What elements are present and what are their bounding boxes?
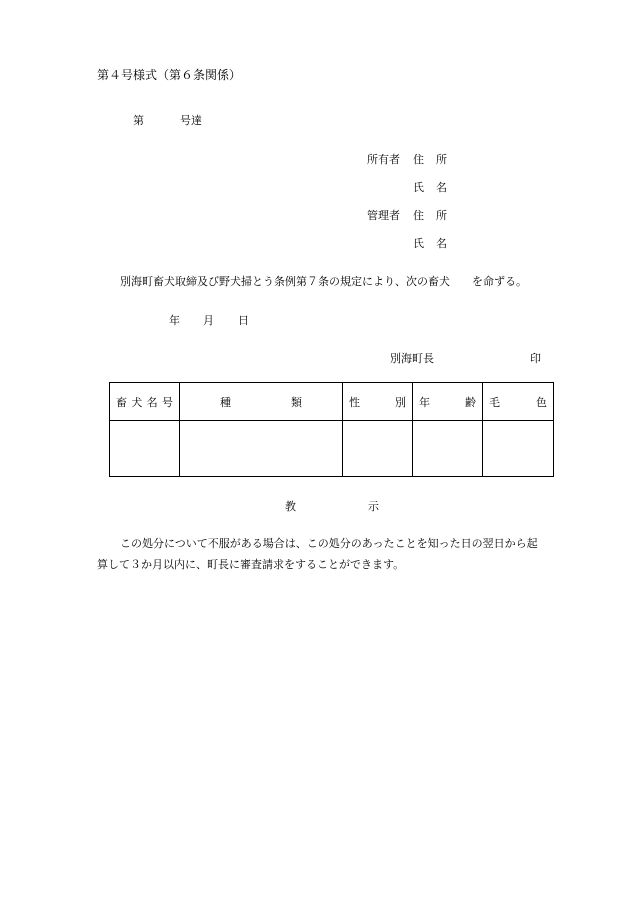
- owner-label: 所有者: [367, 153, 400, 166]
- header-char: 毛: [489, 395, 500, 409]
- header-char: 性: [349, 395, 360, 409]
- header-dog-name: [110, 383, 180, 421]
- notice-title-2: 示: [368, 500, 379, 513]
- issuer-title: 別海町長: [390, 352, 434, 365]
- header-age: [413, 383, 483, 421]
- form-title: 第４号様式（第６条関係）: [97, 68, 242, 82]
- owner-address-label-2: 所: [436, 153, 447, 166]
- manager-address-label-1: 住: [413, 209, 424, 222]
- header-char: 名: [146, 395, 158, 409]
- cell-sex: [343, 421, 413, 477]
- order-statement: 別海町畜犬取締及び野犬掃とう条例第７条の規定により、次の畜犬 を命ずる。: [120, 275, 527, 288]
- seal-mark: 印: [530, 352, 541, 365]
- header-char: 齢: [465, 395, 476, 409]
- cell-breed: [180, 421, 343, 477]
- notice-line-1: この処分について不服がある場合は、この処分のあったことを知った日の翌日から起: [120, 537, 538, 550]
- dog-info-table: [109, 382, 554, 477]
- owner-name-label-1: 氏: [413, 181, 424, 194]
- table-header-row: [110, 383, 554, 421]
- manager-address-label-2: 所: [436, 209, 447, 222]
- cell-age: [413, 421, 483, 477]
- header-char: 畜: [116, 395, 127, 409]
- manager-name-label-2: 名: [436, 237, 447, 250]
- manager-label: 管理者: [367, 209, 400, 222]
- header-breed: [180, 383, 343, 421]
- cell-dog-name: [110, 421, 180, 477]
- header-char: 類: [291, 395, 302, 409]
- header-char: 年: [419, 395, 430, 409]
- header-char: 別: [395, 395, 406, 409]
- header-sex: [343, 383, 413, 421]
- date-year-label: 年: [169, 314, 180, 327]
- owner-address-label-1: 住: [413, 153, 424, 166]
- header-char: 種: [220, 395, 231, 409]
- header-char: 色: [536, 395, 547, 409]
- notice-title-1: 教: [285, 500, 296, 513]
- header-color: [483, 383, 554, 421]
- reference-dai: 第: [133, 114, 144, 127]
- date-month-label: 月: [203, 314, 214, 327]
- notice-line-2: 算して３か月以内に、町長に審査請求をすることができます。: [97, 558, 405, 571]
- header-char: 犬: [131, 395, 143, 409]
- cell-color: [483, 421, 554, 477]
- header-char: 号: [161, 395, 173, 409]
- reference-go: 号達: [180, 114, 202, 127]
- owner-name-label-2: 名: [436, 181, 447, 194]
- manager-name-label-1: 氏: [413, 237, 424, 250]
- date-day-label: 日: [238, 314, 249, 327]
- table-row: [110, 421, 554, 477]
